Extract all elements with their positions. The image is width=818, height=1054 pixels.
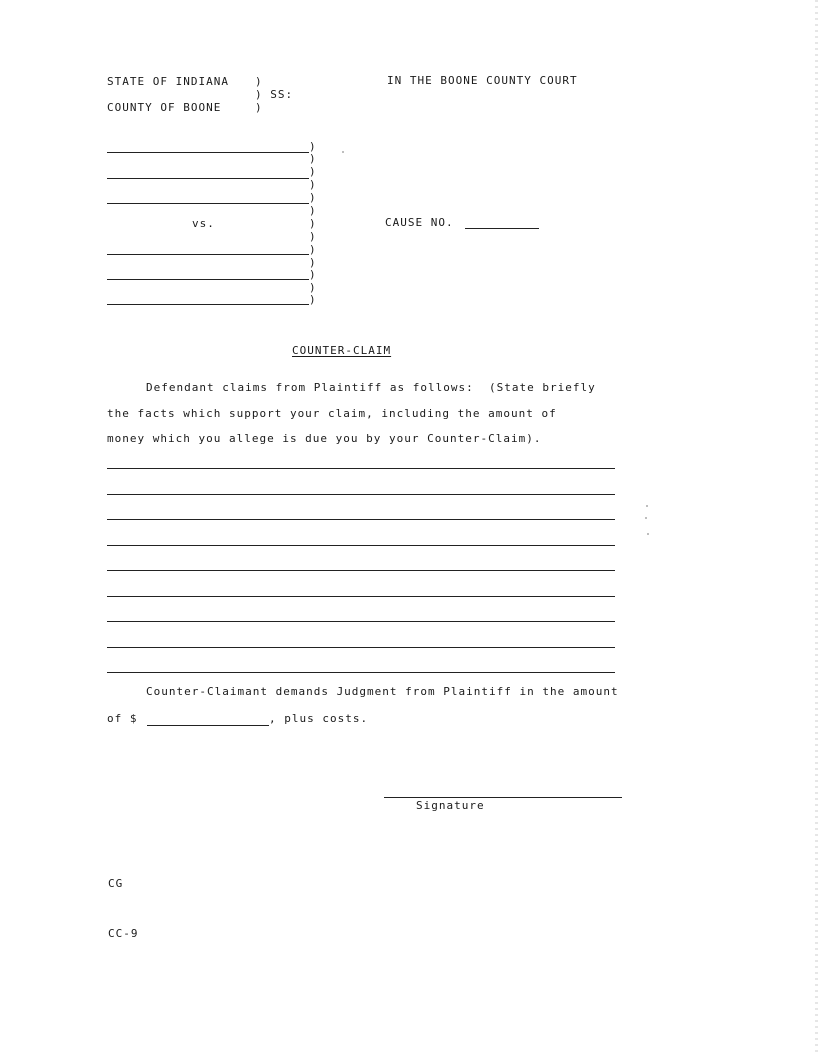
claim-writing-line[interactable] [107,621,615,622]
body-line-2: the facts which support your claim, including the amount of [107,407,557,420]
defendant-line-2[interactable] [107,279,309,280]
claim-writing-line[interactable] [107,545,615,546]
defendant-line-1[interactable] [107,254,309,255]
county-label: COUNTY OF BOONE [107,101,222,114]
footer-code-cg: CG [108,877,124,890]
cause-number-field[interactable] [465,228,539,229]
plaintiff-line-2[interactable] [107,178,309,179]
claim-writing-line[interactable] [107,570,615,571]
claim-writing-line[interactable] [107,494,615,495]
claim-writing-line[interactable] [107,468,615,469]
demand-amount-field[interactable] [147,725,269,726]
caption-paren: ) [309,217,317,230]
claim-writing-line[interactable] [107,596,615,597]
body-line-1: Defendant claims from Plaintiff as follows: (State briefly [146,381,596,394]
plaintiff-line-3[interactable] [107,203,309,204]
document-title: COUNTER-CLAIM [292,344,392,357]
cause-number-label: CAUSE NO. [385,216,454,229]
caption-paren: ) [309,140,317,153]
caption-paren: ) [309,165,317,178]
signature-label: Signature [416,799,485,812]
signature-line[interactable] [384,797,622,798]
caption-paren: ) [309,204,317,217]
defendant-line-3[interactable] [107,304,309,305]
venue-paren-bottom: ) [255,101,263,114]
venue-paren-top: ) [255,75,263,88]
court-name: IN THE BOONE COUNTY COURT [387,74,578,87]
claim-writing-line[interactable] [107,647,615,648]
scan-speck [647,533,649,535]
venue-ss: ) SS: [255,88,294,101]
caption-paren: ) [309,191,317,204]
demand-amount-suffix: , plus costs. [269,712,369,725]
state-label: STATE OF INDIANA [107,75,229,88]
scan-speck [646,505,648,507]
footer-code-cc9: CC-9 [108,927,139,940]
caption-paren: ) [309,178,317,191]
claim-writing-line[interactable] [107,519,615,520]
plaintiff-line-1[interactable] [107,152,309,153]
caption-paren: ) [309,281,317,294]
body-line-3: money which you allege is due you by your Counter-Claim). [107,432,542,445]
caption-paren: ) [309,152,317,165]
claim-writing-line[interactable] [107,672,615,673]
caption-paren: ) [309,243,317,256]
demand-line-1: Counter-Claimant demands Judgment from Plaintiff in the amount [146,685,619,698]
scan-speck [342,151,344,153]
caption-paren: ) [309,268,317,281]
caption-paren: ) [309,293,317,306]
vs-label: vs. [192,217,215,230]
scan-speck [645,517,647,519]
demand-amount-prefix: of $ [107,712,138,725]
caption-paren: ) [309,256,317,269]
caption-paren: ) [309,230,317,243]
